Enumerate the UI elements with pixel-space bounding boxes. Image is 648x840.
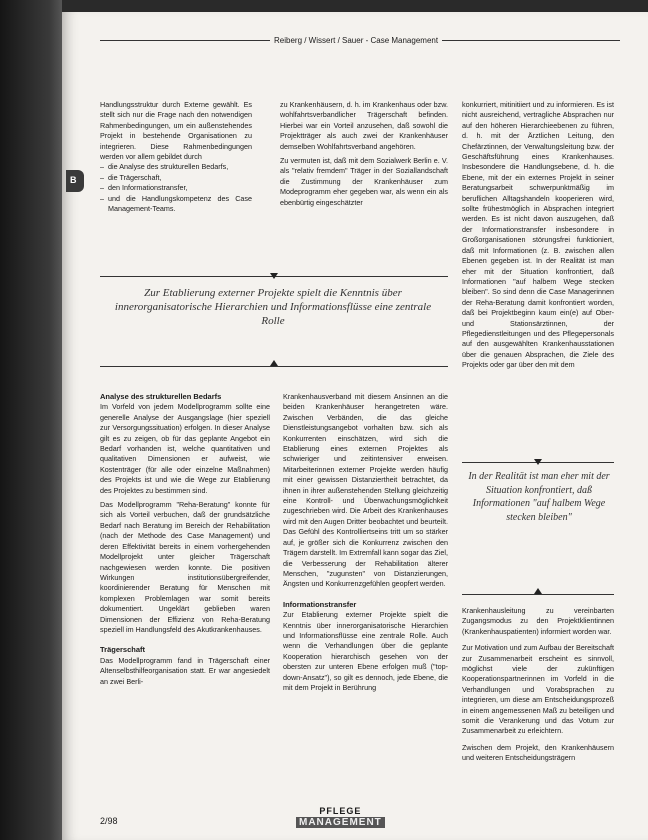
book-gutter-shadow (0, 0, 62, 840)
quote-marker-icon (534, 588, 542, 594)
list-item: – den Informationstransfer, (108, 183, 252, 193)
quote-rule-bottom (462, 594, 614, 595)
pull-quote-1: Zur Etablierung externer Projekte spielt die Kenntnis über innerorganisatorische Hierarchien und Informationsflüsse eine zentrale Rolle (114, 287, 432, 327)
conditions-list (100, 162, 252, 214)
section-heading: Informationstransfer (283, 599, 357, 609)
quote-marker-icon (534, 459, 542, 465)
section-heading: Analyse des strukturellen Bedarfs (100, 392, 222, 401)
logo-bottom-text: MANAGEMENT (296, 817, 385, 828)
column-2-top (280, 100, 448, 208)
column-3-top (462, 100, 614, 371)
journal-logo (296, 806, 385, 828)
paragraph: Krankenhausleitung zu vereinbarten Zugangsmodus zu den Projektklientinnen (Krankenhauspatienten) informiert worden war. (462, 606, 614, 636)
running-title: Reiberg / Wissert / Sauer - Case Management (270, 36, 442, 45)
paragraph: Im Vorfeld von jedem Modellprogramm sollte eine generelle Analyse der Ausgangslage (hier speziell zur Versorgungssituation) erfolgen. In dieser Analyse gilt es zu zeigen, ob für das geplante Angebot ein Bedarf vorhanden ist, welche quantitativen und qualitativen Dimensionen er aufweist, wie Kostenträger (für alle oder einzelne Maßnahmen) des Projekts ist und wie die Wege zur Etablierung des Projektes zu bestimmen sind. (100, 402, 270, 495)
section-heading: Trägerschaft (100, 645, 146, 655)
paragraph: Das Modellprogramm "Reha-Beratung" konnte für sich als Vorteil verbuchen, daß der grundsätzliche Bedarf nach Beratung im Bereich der Rehabilitation (nach der Methode des Case Management) und deren Effektivität bereits in einem vorhergehenden Modellprojekt unter gleicher Trägerschaft nachgewiesen werden konnte. Die positiven Wirkungen institutionsübergreifender, koordinierender Beratung für Menschen mit komplexen Problemlagen war somit bereits dokumentiert. Ungeklärt geblieben waren Dimensionen der Effizienz von Reha-Beratung speziell im Handlungsfeld des Akutkrankenhauses. (100, 500, 270, 634)
quote-marker-icon (270, 273, 278, 279)
paragraph: zu Krankenhäusern, d. h. im Krankenhaus oder bzw. wohlfahrtsverbandlicher Trägerschaft befinden. Hierbei war ein Vorteil anzusehen, daß sowohl die Projektträger als auch zwei der Krankenhäuser demselben Wohlfahrtsverband angehören. (280, 100, 448, 151)
paragraph: konkurriert, mitinitiiert und zu informieren. Es ist nicht ausreichend, vertragliche Absprachen nur auf den höheren Hierarchieebenen zu führen, d. h. mit der Ärztlichen Leitung, den Chefärztinnen, der Verwaltungsleitung bzw. der Geschäftsführung eines Krankenhauses. Insbesondere die Handlungsebene, d. h. die Ebene, mit der ein externes Projekt in seiner Beratungsarbeit schwerpunktmäßig im beruflichen Alltagshandeln kooperieren wird, sollte frühestmöglich in Absprachen integriert werden. Es ist nicht davon auszugehen, daß der Informationstransfer insbesondere in Großorganisationen störungsfrei funktioniert, daß mit Informationen (z. B. zwischen allen Ebenen gegeben ist. In der Realität ist man eher mit der Situation konfrontiert, daß Informationen "auf halbem Wege stecken bleiben". So sind denn die Case Managerinnen der Reha-Beratung damit konfrontiert worden, daß bei Projektbeginn kaum ein(e) auf Ober- und Stationsärztinnen, der Pflegedienstleitungen und des Pflegepersonals auf den ausgewählten Krankenhausstationen über die genauen Absprachen, die Ziele des Projekts oder gar über den mit dem (462, 100, 614, 370)
quote-rule-bottom (100, 366, 448, 367)
paragraph: Zur Etablierung externer Projekte spielt die Kenntnis über innerorganisatorische Hierarchien und Informationsflüsse eine zentrale Rolle. Auch wenn die Verhandlungen über die geplante Kooperation hierarchisch gesehen von der obersten zur unteren Ebene erfolgen muß ("top-down-Ansatz"), so gilt es dennoch, jede Ebene, die mit dem Projekt in Berührung (283, 610, 448, 692)
page-number: 2/98 (100, 816, 118, 826)
logo-top-text: PFLEGE (319, 806, 362, 816)
column-1-bottom (100, 392, 270, 687)
pull-quote-2: In der Realität ist man eher mit der Situation konfrontiert, daß Informationen "auf halbem Wege stecken bleiben" (468, 471, 610, 523)
quote-marker-icon (270, 360, 278, 366)
paragraph: Das Modellprogramm fand in Trägerschaft einer Altenselbsthilfeorganisation statt. Er war angesiedelt an zwei Berli- (100, 655, 270, 686)
paragraph: Zur Motivation und zum Aufbau der Bereitschaft zur Zusammenarbeit erscheint es sinnvoll, möglichst viele der zukünftigen Kooperationspartnerinnen im Vorfeld in die Verhandlungen und Vorabsprachen zu integrieren, um diese am Entscheidungsprozeß in einem angemessenen Maß zu beteiligen und somit die Verankerung und das Votum zur Zusammenarbeit zu erleichtern. (462, 643, 614, 736)
list-item: – und die Handlungskompetenz des Case Management-Teams. (108, 194, 252, 215)
paragraph: Zwischen dem Projekt, den Krankenhäusern und weiteren Entscheidungsträgern (462, 742, 614, 763)
column-1-top (100, 100, 252, 214)
section-tab-letter: B (70, 175, 77, 185)
paragraph: Zu vermuten ist, daß mit dem Sozialwerk Berlin e. V. als "relativ fremdem" Träger in der Soziallandschaft die Zustimmung der Krankenhäuser zum Modeprogramm eher gegeben war, als wenn ein als ebenbürtig eingeschätzter (280, 156, 448, 207)
column-3-bottom (462, 606, 614, 764)
list-item: – die Analyse des strukturellen Bedarfs, (108, 162, 252, 172)
column-2-bottom (283, 392, 448, 693)
intro-paragraph: Handlungsstruktur durch Externe gewählt. Es stellt sich nur die Frage nach den notwendigen Rahmenbedingungen, um ein außenstehendes Projekt in bestehende Organisationen zu integrieren. Diese Rahmenbedingungen werden vor allem gebildet durch (100, 100, 252, 162)
section-tab-marker (66, 170, 84, 192)
list-item: – die Trägerschaft, (108, 173, 252, 183)
paragraph: Krankenhausverband mit diesem Ansinnen an die beiden Krankenhäuser herangetreten wäre. Zwischen Verbänden, die das gleiche Dienstleistungsangebot vorhalten bzw. sich als Konkurrenten einschätzen, wird sich die Etablierung eines externen Projektes als schwieriger und zeitintensiver erweisen. Mitarbeiterinnen externer Projekte werden häufig mit einer gewissen Distanziertheit betrachtet, da ihnen in ihrer außenstehenden Stellung gleichzeitig eine Kontroll- und Überwachungsmöglichkeit zugeschrieben wird. Die Arbeit des Krankenhauses wird mit den Augen Dritter beobachtet und beurteilt. Das Gefühl des Kontrolliertseins tritt um so stärker auf, je größer sich die Konkurrenz zwischen den Trägern darstellt. Im Extremfall kann sogar das Ziel, die Verbesserung der Rehabilitation älterer Menschen, "zugunsten" von Distanzierungen, Ängsten und Konkurrenzgefühlen geopfert werden. (283, 392, 448, 589)
